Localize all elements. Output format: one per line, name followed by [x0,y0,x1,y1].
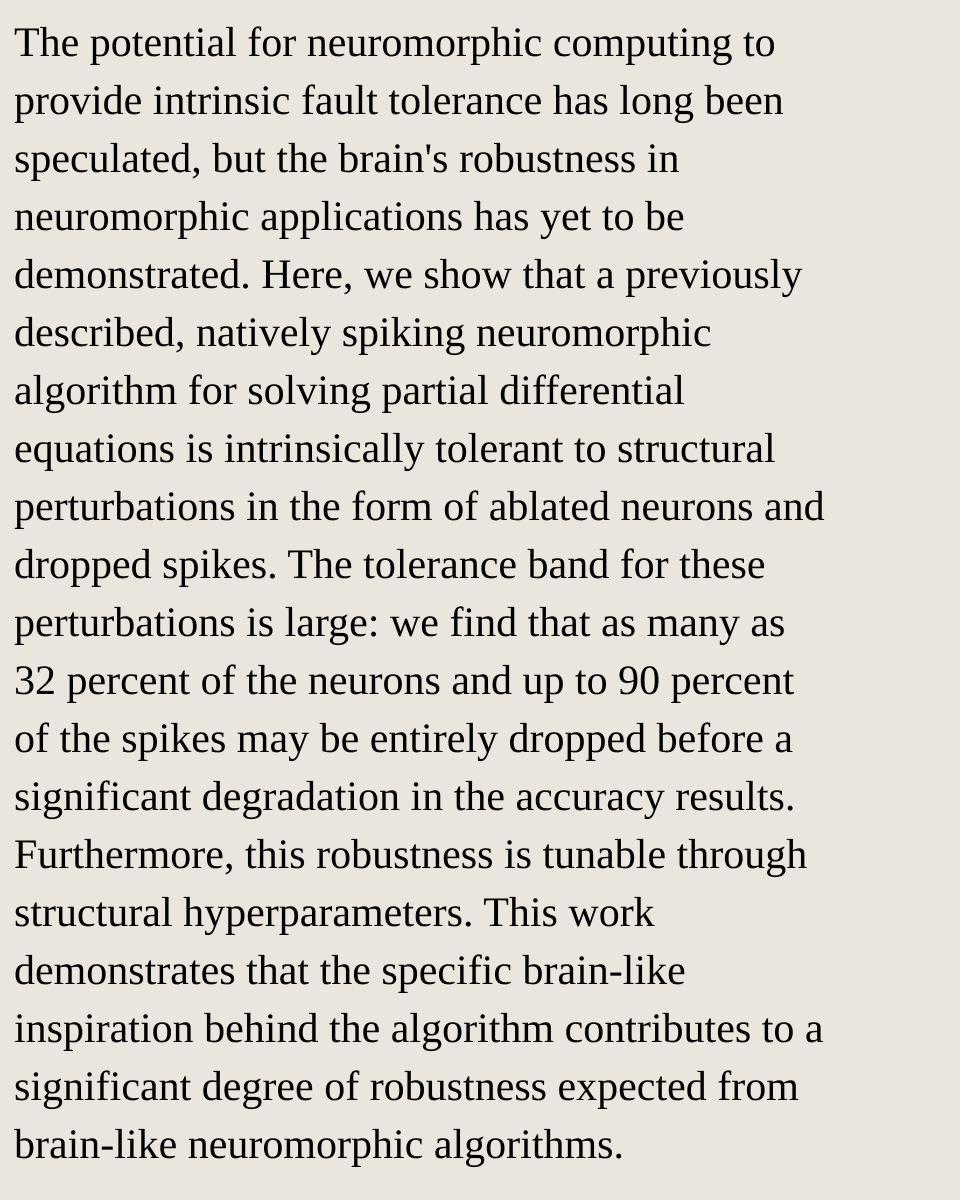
abstract-line-10: dropped spikes. The tolerance band for these [14,542,766,588]
abstract-line-3: speculated, but the brain's robustness in [14,136,680,182]
abstract-line-19: significant degree of robustness expected from [14,1064,799,1110]
abstract-line-6: described, natively spiking neuromorphic [14,310,712,356]
abstract-line-4: neuromorphic applications has yet to be [14,194,685,240]
abstract-line-16: structural hyperparameters. This work [14,890,655,936]
abstract-line-7: algorithm for solving partial differential [14,368,686,414]
abstract-line-13: of the spikes may be entirely dropped before a [14,716,794,762]
abstract-line-5: demonstrated. Here, we show that a previously [14,252,803,298]
abstract-line-8: equations is intrinsically tolerant to structural [14,426,776,472]
abstract-line-11: perturbations is large: we find that as many as [14,600,786,646]
abstract-line-1: The potential for neuromorphic computing to [14,20,776,66]
abstract-paragraph [14,14,946,1174]
abstract-line-18: inspiration behind the algorithm contributes to a [14,1006,824,1052]
abstract-line-15: Furthermore, this robustness is tunable through [14,832,808,878]
abstract-line-2: provide intrinsic fault tolerance has long been [14,78,784,124]
abstract-line-17: demonstrates that the specific brain-like [14,948,686,994]
abstract-line-12: 32 percent of the neurons and up to 90 percent [14,658,795,704]
abstract-line-14: significant degradation in the accuracy results. [14,774,796,820]
abstract-line-20: brain-like neuromorphic algorithms. [14,1122,625,1168]
abstract-line-9: perturbations in the form of ablated neurons and [14,484,825,530]
